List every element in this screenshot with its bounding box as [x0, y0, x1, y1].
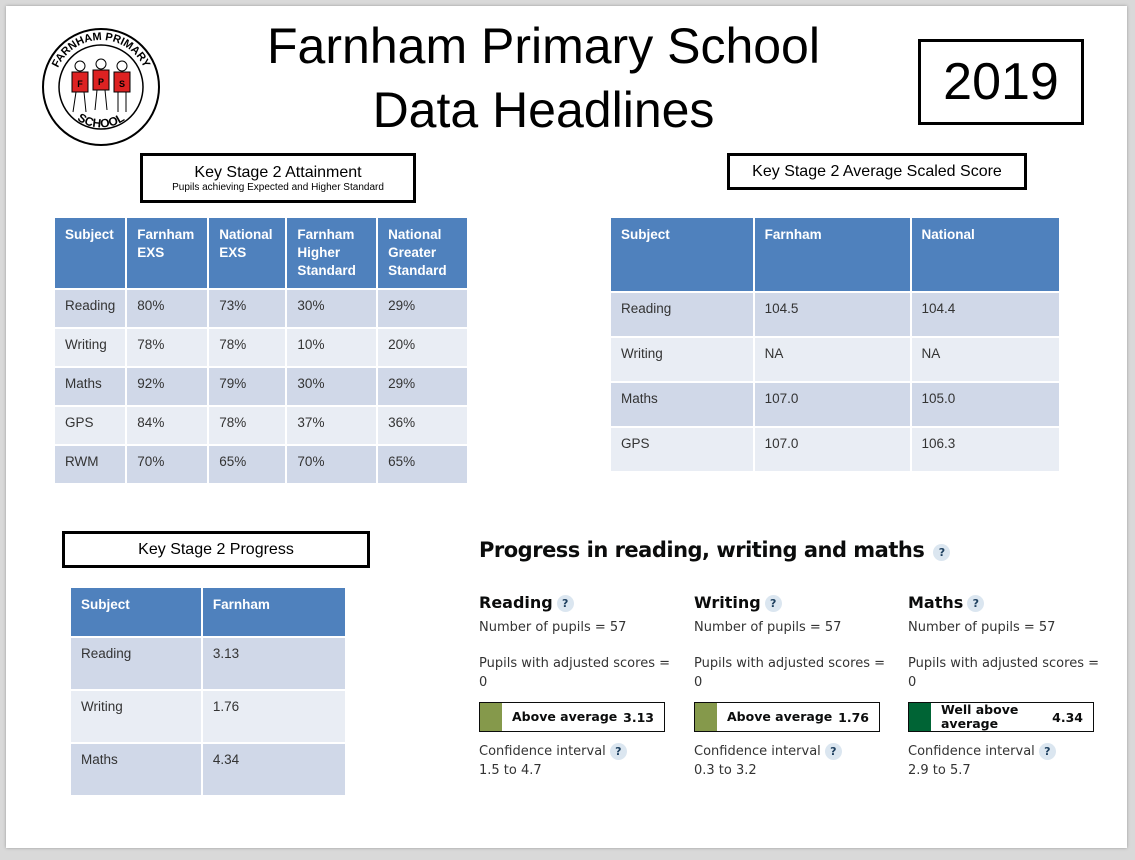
- ci-label: Confidence interval: [908, 744, 1035, 759]
- adjusted-scores: Pupils with adjusted scores = 0: [694, 656, 885, 690]
- subject-heading: Maths: [908, 593, 964, 612]
- confidence-interval: 2.9 to 5.7: [908, 763, 971, 778]
- svg-text:P: P: [97, 77, 105, 87]
- table-row: [610, 382, 1060, 427]
- column-header: Farnham: [754, 217, 911, 292]
- progress-heading: Progress in reading, writing and maths: [479, 538, 925, 562]
- help-icon[interactable]: ?: [933, 544, 950, 561]
- table-cell: GPS: [610, 427, 754, 472]
- table-cell: Maths: [610, 382, 754, 427]
- progress-title: Key Stage 2 Progress: [138, 540, 294, 558]
- table-cell: 106.3: [911, 427, 1061, 472]
- help-icon[interactable]: ?: [765, 595, 782, 612]
- table-row: [610, 292, 1060, 337]
- band-label: Above average: [727, 709, 833, 724]
- pupil-count: Number of pupils = 57: [908, 620, 1056, 635]
- band-swatch: [480, 703, 502, 731]
- help-icon[interactable]: ?: [825, 743, 842, 760]
- table-cell: 78%: [208, 406, 286, 445]
- progress-badge: [479, 702, 665, 732]
- progress-title-box: [62, 531, 370, 568]
- table-cell: Reading: [610, 292, 754, 337]
- progress-score: 4.34: [1052, 709, 1083, 725]
- column-header: National EXS: [208, 217, 286, 289]
- table-row: [54, 289, 468, 328]
- column-header: Farnham: [202, 587, 346, 637]
- band-label: Above average: [512, 709, 618, 724]
- table-cell: Maths: [54, 367, 126, 406]
- svg-text:S: S: [118, 79, 126, 89]
- table-cell: 4.34: [202, 743, 346, 796]
- column-header: Farnham Higher Standard: [286, 217, 377, 289]
- progress-score: 1.76: [838, 709, 869, 725]
- progress-panel: [479, 538, 950, 562]
- table-cell: 10%: [286, 328, 377, 367]
- adjusted-scores: Pupils with adjusted scores = 0: [908, 656, 1099, 690]
- progress-badge: [908, 702, 1094, 732]
- pupil-count: Number of pupils = 57: [694, 620, 842, 635]
- table-cell: 30%: [286, 289, 377, 328]
- subject-heading: Writing: [694, 593, 761, 612]
- table-row: [70, 690, 346, 743]
- table-cell: 78%: [126, 328, 208, 367]
- table-cell: 78%: [208, 328, 286, 367]
- table-cell: 84%: [126, 406, 208, 445]
- confidence-interval: 0.3 to 3.2: [694, 763, 757, 778]
- table-row: [70, 743, 346, 796]
- svg-text:SCHOOL: SCHOOL: [75, 110, 127, 131]
- table-cell: 70%: [286, 445, 377, 484]
- pupil-count: Number of pupils = 57: [479, 620, 627, 635]
- table-cell: 92%: [126, 367, 208, 406]
- table-cell: 29%: [377, 289, 468, 328]
- title-line-2: Data Headlines: [372, 82, 715, 138]
- attainment-table: [53, 216, 469, 485]
- table-cell: Maths: [70, 743, 202, 796]
- scaled-title-box: [727, 153, 1027, 190]
- scaled-score-table: [609, 216, 1061, 473]
- table-cell: 105.0: [911, 382, 1061, 427]
- table-cell: 3.13: [202, 637, 346, 690]
- slide: [6, 6, 1127, 848]
- progress-subject-writing: [694, 593, 894, 780]
- column-header: National Greater Standard: [377, 217, 468, 289]
- subject-heading: Reading: [479, 593, 553, 612]
- scaled-title: Key Stage 2 Average Scaled Score: [752, 162, 1002, 180]
- table-cell: 36%: [377, 406, 468, 445]
- band-swatch: [695, 703, 717, 731]
- table-cell: 37%: [286, 406, 377, 445]
- table-cell: Writing: [610, 337, 754, 382]
- help-icon[interactable]: ?: [1039, 743, 1056, 760]
- progress-subject-maths: [908, 593, 1108, 780]
- svg-text:FARNHAM PRIMARY: FARNHAM PRIMARY: [49, 30, 153, 70]
- progress-badge: [694, 702, 880, 732]
- table-cell: 65%: [208, 445, 286, 484]
- table-cell: NA: [911, 337, 1061, 382]
- table-cell: 73%: [208, 289, 286, 328]
- table-cell: 1.76: [202, 690, 346, 743]
- help-icon[interactable]: ?: [610, 743, 627, 760]
- table-cell: 80%: [126, 289, 208, 328]
- column-header: Subject: [70, 587, 202, 637]
- ci-label: Confidence interval: [694, 744, 821, 759]
- title-line-1: Farnham Primary School: [267, 18, 820, 74]
- column-header: Subject: [610, 217, 754, 292]
- table-cell: RWM: [54, 445, 126, 484]
- column-header: Subject: [54, 217, 126, 289]
- table-row: [54, 445, 468, 484]
- table-cell: 107.0: [754, 382, 911, 427]
- year-box: 2019: [918, 39, 1084, 125]
- table-cell: 30%: [286, 367, 377, 406]
- table-row: [610, 337, 1060, 382]
- table-row: [54, 328, 468, 367]
- table-row: [610, 427, 1060, 472]
- svg-text:F: F: [77, 79, 83, 89]
- table-cell: 104.5: [754, 292, 911, 337]
- confidence-interval: 1.5 to 4.7: [479, 763, 542, 778]
- band-label: Well above average: [941, 702, 1019, 731]
- table-row: [54, 367, 468, 406]
- table-cell: 65%: [377, 445, 468, 484]
- table-cell: 70%: [126, 445, 208, 484]
- table-row: [54, 406, 468, 445]
- help-icon[interactable]: ?: [967, 595, 984, 612]
- table-cell: 20%: [377, 328, 468, 367]
- table-cell: 79%: [208, 367, 286, 406]
- table-cell: 104.4: [911, 292, 1061, 337]
- table-row: [70, 637, 346, 690]
- table-cell: Writing: [70, 690, 202, 743]
- progress-table: [69, 586, 347, 797]
- attainment-title: Key Stage 2 Attainment: [194, 163, 362, 181]
- column-header: Farnham EXS: [126, 217, 208, 289]
- table-cell: 29%: [377, 367, 468, 406]
- table-cell: 107.0: [754, 427, 911, 472]
- table-cell: Reading: [70, 637, 202, 690]
- attainment-subtitle: Pupils achieving Expected and Higher Standard: [172, 181, 384, 193]
- column-header: National: [911, 217, 1061, 292]
- progress-score: 3.13: [623, 709, 654, 725]
- band-swatch: [909, 703, 931, 731]
- table-cell: NA: [754, 337, 911, 382]
- table-cell: Writing: [54, 328, 126, 367]
- help-icon[interactable]: ?: [557, 595, 574, 612]
- ci-label: Confidence interval: [479, 744, 606, 759]
- progress-subject-reading: [479, 593, 679, 780]
- attainment-title-box: [140, 153, 416, 203]
- table-cell: Reading: [54, 289, 126, 328]
- adjusted-scores: Pupils with adjusted scores = 0: [479, 656, 670, 690]
- table-cell: GPS: [54, 406, 126, 445]
